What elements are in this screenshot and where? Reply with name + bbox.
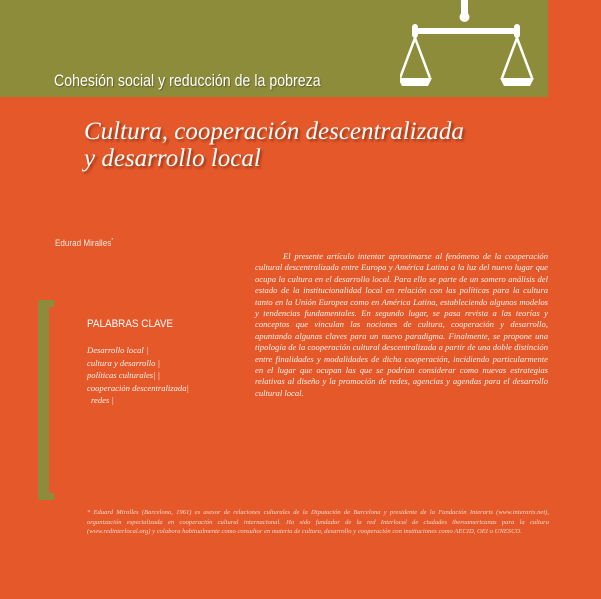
- scale-icon: [400, 0, 540, 95]
- author-name-text: Edurad Miralles: [55, 238, 112, 248]
- bracket-cap-bottom: [38, 493, 54, 500]
- keyword-item: redes |: [91, 395, 114, 406]
- section-title: Cohesión social y reducción de la pobreza: [54, 72, 321, 90]
- author-footnote-mark: *: [111, 238, 114, 244]
- bracket-cap-top: [38, 300, 54, 307]
- article-title-line2: y desarrollo local: [84, 145, 261, 172]
- header-right-strip: [548, 0, 601, 103]
- keywords-list: [87, 344, 287, 407]
- keywords-heading: PALABRAS CLAVE: [87, 318, 174, 330]
- abstract-text: El presente artículo intentar aproximarse al fenómeno de la cooperación cultural descentralizada entre Europa y América Latina a la luz del nuevo lugar que ocupa la cultura en el desarrollo local. Para ello se parte de un somero análisis del estado de la institucionalidad local en relación con las políticas para la cultura tanto en la Unión Europea como en América Latina, estableciendo algunos modelos y tendencias fundamentales. En segundo lugar, se pasa revista a las teorías y conceptos que vinculan las nociones de cultura, cooperación y desarrollo, apuntando algunas claves para un nuevo paradigma. Finalmente, se propone una tipología de la cooperación cultural descentralizada a partir de una doble distinción entre finalidades y modalidades de dicha cooperación, incidiendo particularmente en el lugar que ocupan las que se podrían considerar como nuevas estrategias relativas al diseño y la promoción de redes, agencias y agendas para el desarrollo cultural local.: [255, 251, 548, 398]
- bracket-bar: [38, 300, 49, 500]
- article-title-line1: Cultura, cooperación descentralizada: [84, 118, 464, 145]
- keyword-item: Desarrollo local |: [87, 345, 149, 355]
- keyword-item: cultura y desarrollo |: [87, 357, 160, 368]
- author-footnote: * Eduard Miralles (Barcelona, 1961) es asesor de relaciones culturales de la Diputación de Barcelona y presidente de la Fundación Interarts (www.interarts.net), organización especializada en cooperación cultural internacional. Ha sido fundador de la red Interlocal de ciudades iberoamericanas para la cultura (www.redinterlocal.org) y colabora habitualmente como consultor en materia de cultura, desarrollo y cooperación con instituciones como AECID, OEI o UNESCO.: [87, 509, 549, 536]
- keyword-item: políticas culturales| |: [87, 370, 160, 381]
- article-title: [84, 118, 504, 172]
- keywords-bracket: [38, 300, 54, 500]
- author-name: [55, 238, 113, 248]
- keyword-item: cooperación descentralizada|: [87, 382, 189, 393]
